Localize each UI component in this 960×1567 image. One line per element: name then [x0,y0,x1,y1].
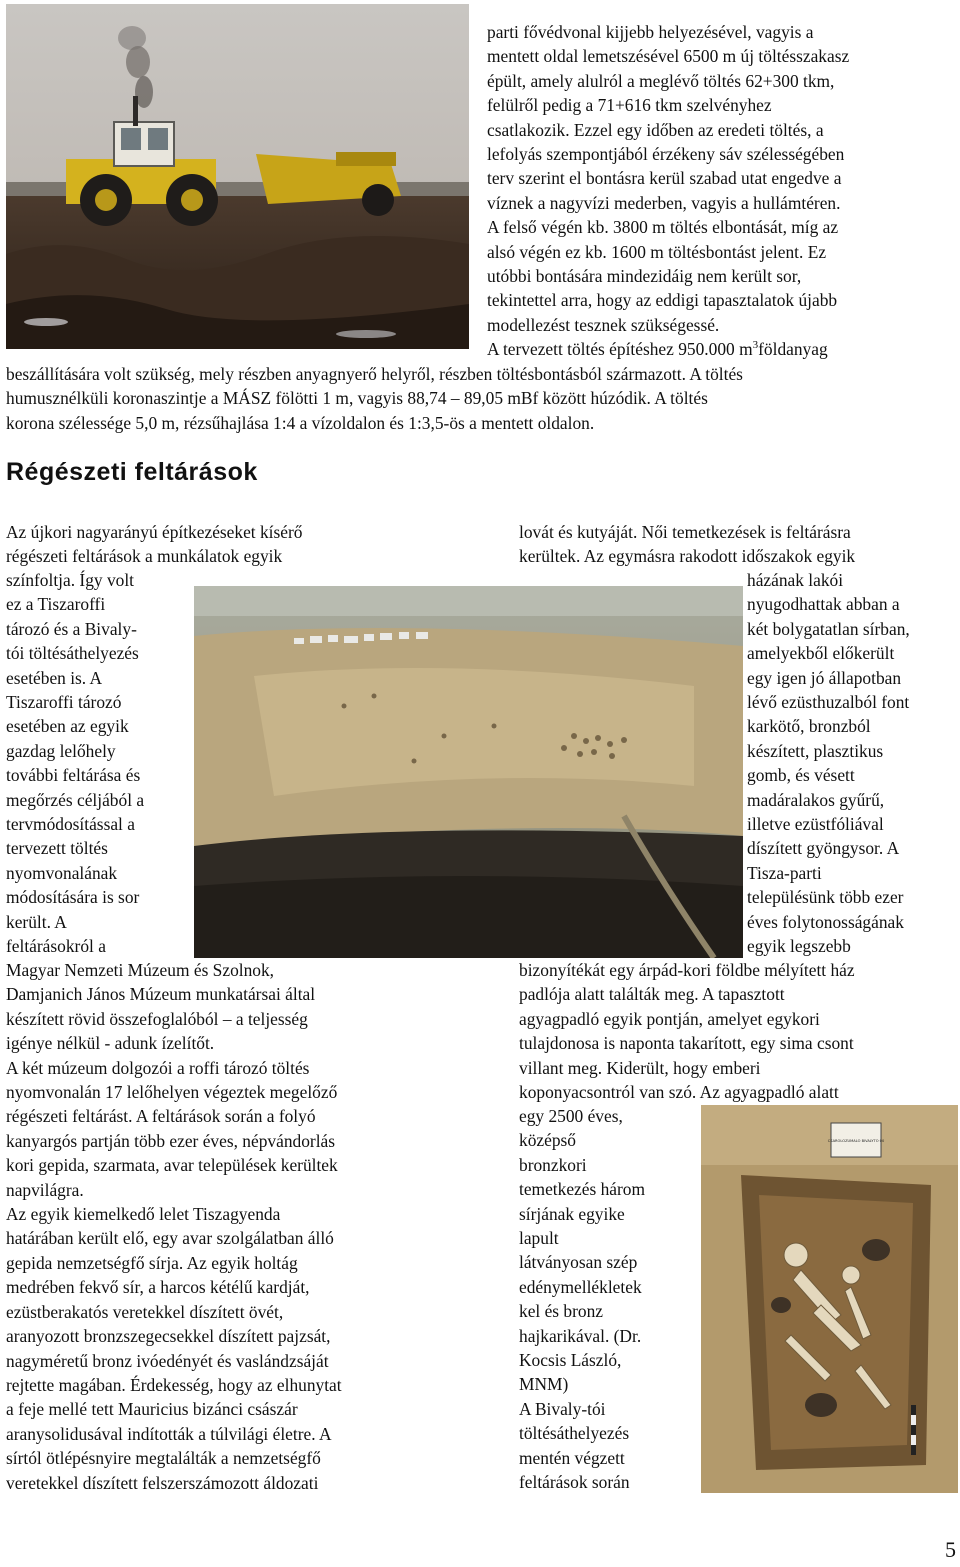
text-line: díszített gyöngysor. A [747,838,900,859]
text-line: Magyar Nemzeti Múzeum és Szolnok, [6,960,275,980]
text-line: korona szélessége 5,0 m, rézsűhajlása 1:4 a vízoldalon és 1:3,5-ös a mentett oldalon. [6,412,595,433]
volume-text-end: földanyag [758,339,828,360]
text-line: nyomvonalán 17 lelőhelyen végeztek megelőző [6,1082,338,1103]
text-line: modellezést tesznek szükségessé. [487,314,720,335]
text-line: gazdag lelőhely [6,740,116,761]
text-line: villant meg. Kiderült, hogy emberi [519,1057,761,1078]
text-line: töltésáthelyezés [519,1423,630,1444]
text-line: kanyargós partján több ezer éves, népvándorlás [6,1130,336,1151]
text-line: került. A [6,911,67,932]
volume-exponent: 3 [752,339,759,352]
text-line: A Bivaly-tói [519,1398,606,1419]
text-line: koponyacsontról van szó. Az agyagpadló alatt [519,1082,839,1103]
text-line: amelyekből előkerült [747,643,895,664]
right-column-top [519,520,960,569]
text-line: parti fővédvonal kijjebb helyezésével, vagyis a [487,22,814,42]
text-line: igénye nélkül - adunk ízelítőt. [6,1033,215,1054]
text-line: lévő ezüsthuzalból font [747,692,910,713]
text-line: sírtól ötlépésnyire megtalálták a nemzetségfő [6,1448,321,1469]
text-line: illetve ezüstfóliával [747,814,884,835]
text-line: tervmódosítással a [6,814,135,835]
text-line: feltárások során [519,1472,630,1493]
grave-photo [701,1105,958,1493]
text-line: edénymellékletek [519,1276,642,1297]
text-line: agyagpadló egyik pontján, amelyet egykori [519,1008,820,1029]
text-line: felülről pedig a 71+616 tkm szelvényhez [487,95,772,116]
text-line: egyik legszebb [747,936,851,957]
tractor-scraper-photo [6,4,469,349]
text-line: temetkezés három [519,1179,646,1200]
text-line: csatlakozik. Ezzel egy időben az eredeti töltés, a [487,119,824,140]
text-line: kel és bronz [519,1301,604,1322]
text-line: bizonyítékát egy árpád-kori földbe mélyített ház [519,960,855,980]
section-heading: Régészeti feltárások [6,458,258,486]
text-line: régészeti feltárások a munkálatok egyik [6,546,283,567]
text-line: karkötő, bronzból [747,716,871,737]
text-line: lapult [519,1228,559,1249]
text-line: utóbbi bontására mindezidáig nem került sor, [487,266,802,287]
text-line: gomb, és vésett [747,765,855,786]
text-line: a feje mellé tett Mauricius bizánci császár [6,1399,298,1420]
text-line: Az újkori nagyarányú építkezéseket kísérő [6,522,303,542]
text-line: további feltárása és [6,765,141,786]
right-column-narrow-a [747,568,960,959]
text-line: tározó és a Bivaly- [6,618,137,639]
text-line: tekintettel arra, hogy az eddigi tapasztalatok újabb [487,290,838,311]
text-line: középső [519,1130,576,1151]
left-column-top [6,520,444,569]
left-column-bottom [6,958,444,1495]
page-number: 5 [945,1537,956,1562]
text-line: látványosan szép [519,1252,638,1273]
text-line: hajkarikával. (Dr. [519,1325,642,1346]
volume-line [487,337,959,361]
text-line: tulajdonosa is naponta takarított, egy sima csont [519,1033,854,1054]
right-column-mid [519,958,960,1104]
text-line: kori gepida, szarmata, avar települések kerültek [6,1155,338,1176]
text-line: készített, plasztikus [747,740,884,761]
text-line: ezüstberakatós veretekkel díszített övét, [6,1301,284,1322]
text-line: nyugodhattak abban a [747,594,900,615]
text-line: nyomvonalának [6,862,118,883]
text-line: sírjának egyike [519,1203,625,1224]
text-line: A felső végén kb. 3800 m töltés elbontását, míg az [487,217,839,238]
text-line: medrében fekvő sír, a harcos kétélű kardját, [6,1277,310,1298]
text-line: víznek a nagyvízi mederben, vagyis a hullámtéren. [487,192,841,213]
intro-text-narrow [487,20,959,362]
text-line: Damjanich János Múzeum munkatársai által [6,984,316,1005]
text-line: humusznélküli koronaszintje a MÁSZ fölötti 1 m, vagyis 88,74 – 89,05 mBf között húzódik. A töltés [6,388,708,409]
text-line: házának lakói [747,570,844,590]
text-line: határában került elő, egy avar szolgálatban álló [6,1228,334,1249]
text-line: településünk több ezer [747,887,904,908]
text-line: Tiszaroffi tározó [6,692,122,713]
grave-tag-label: CSAROLOZUMALO BIVALYTO 00 [827,1139,885,1143]
text-line: tervezett töltés [6,838,108,859]
text-line: bronzkori [519,1154,587,1175]
text-line: rejtette magában. Érdekesség, hogy az elhunytat [6,1374,342,1395]
text-line: kerültek. Az egymásra rakodott időszakok egyik [519,546,856,567]
text-line: beszállítására volt szükség, mely részben anyagnyerő helyről, részben töltésbontásból származott. A töltés [6,364,743,384]
text-line: ez a Tiszaroffi [6,594,106,615]
text-line: terv szerint el bontásra kerül szabad utat engedve a [487,168,842,189]
text-line: módosítására is sor [6,887,140,908]
text-line: egy igen jó állapotban [747,667,902,688]
text-line: esetében az egyik [6,716,129,737]
left-column-narrow [6,568,192,959]
text-line: veretekkel díszített felszerszámozott áldozati [6,1472,319,1493]
intro-text-full [6,362,959,435]
text-line: egy 2500 éves, [519,1106,623,1126]
text-line: Tisza-parti [747,862,822,883]
text-line: aranysolidusával indították a túlvilági életre. A [6,1423,332,1444]
text-line: színfoltja. Így volt [6,570,134,590]
text-line: éves folytonosságának [747,911,904,932]
right-column-narrow-b [519,1104,683,1495]
text-line: padlója alatt találták meg. A tapasztott [519,984,785,1005]
aerial-excavation-photo [194,586,743,958]
text-line: mentett oldal lemetszésével 6500 m új töltésszakasz [487,46,850,67]
text-line: esetében is. A [6,667,103,688]
text-line: épült, amely alulról a meglévő töltés 62+300 tkm, [487,70,835,91]
text-line: napvilágra. [6,1179,84,1200]
text-line: készített rövid összefoglalóból – a teljesség [6,1008,308,1029]
text-line: Az egyik kiemelkedő lelet Tiszagyenda [6,1204,281,1225]
text-line: MNM) [519,1374,569,1395]
text-line: gepida nemzetségfő sírja. Az egyik holtág [6,1252,298,1273]
text-line: lefolyás szempontjából érzékeny sáv szélességében [487,144,845,165]
text-line: aranyozott bronzszegecsekkel díszített pajzsát, [6,1326,331,1347]
volume-text: A tervezett töltés építéshez 950.000 m [487,339,753,360]
text-line: megőrzés céljából a [6,789,145,810]
text-line: régészeti feltárást. A feltárások során a folyó [6,1106,316,1127]
text-line: nagyméretű bronz ivóedényét és vaslándzsáját [6,1350,329,1371]
text-line: madáralakos gyűrű, [747,789,885,810]
text-line: Kocsis László, [519,1350,622,1371]
text-line: két bolygatatlan sírban, [747,618,910,639]
text-line: feltárásokról a [6,936,106,957]
text-line: A két múzeum dolgozói a roffi tározó töltés [6,1057,310,1078]
text-line: lovát és kutyáját. Női temetkezések is feltárásra [519,522,851,542]
text-line: tói töltésáthelyezés [6,643,139,664]
text-line: mentén végzett [519,1447,625,1468]
text-line: alsó végén ez kb. 1600 m töltésbontást jelent. Ez [487,241,827,262]
